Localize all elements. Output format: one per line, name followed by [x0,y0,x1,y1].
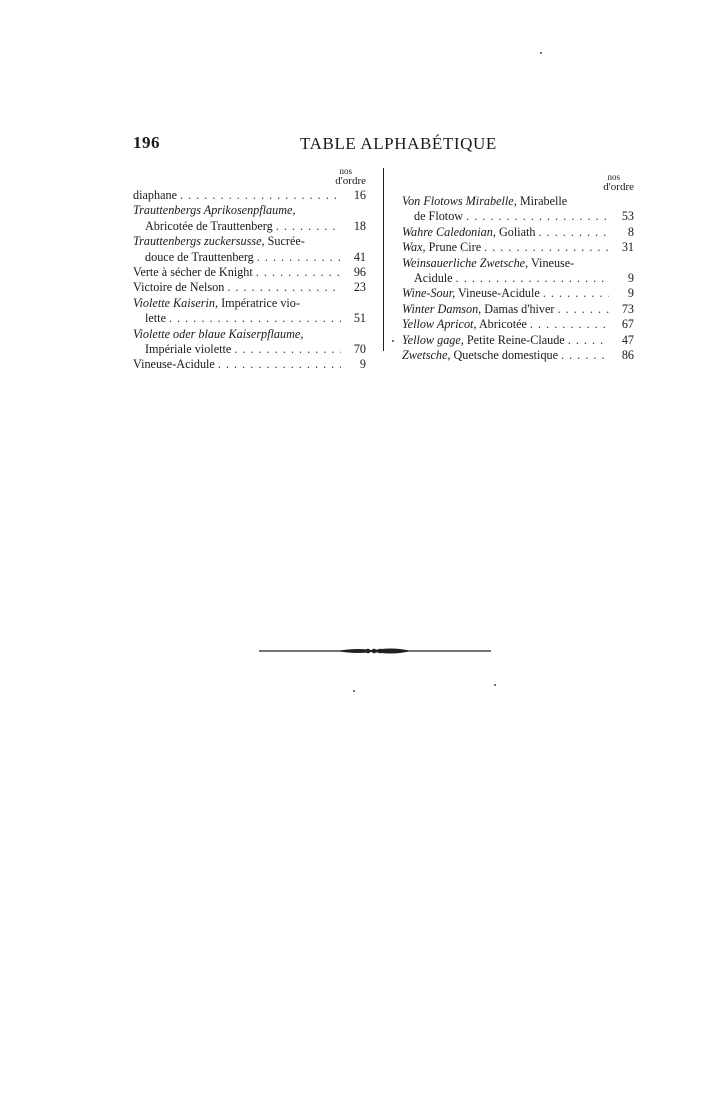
entry-name-foreign: Violette Kaiserin, [133,295,219,310]
index-entry-line [133,203,366,218]
index-entry-line [133,250,366,265]
order-number: 23 [353,280,366,295]
entry-name: lette [145,311,166,326]
entry-name: Vineuse-Acidule [133,357,215,372]
index-entry [402,333,634,348]
entry-name: diaphane [133,188,177,202]
leader-dots [568,333,609,348]
order-number: 9 [627,286,634,301]
entry-name: Acidule [414,271,453,286]
index-entry-line [402,348,634,363]
entry-text [402,286,540,301]
order-number: 96 [353,265,366,280]
index-entry [133,265,366,280]
index-entry-line [402,271,634,286]
order-number: 41 [353,249,366,264]
entry-text [133,327,303,342]
index-column-right [402,172,634,363]
index-entry [402,225,634,240]
end-ornament [259,645,491,659]
entry-name: Impératrice vio- [218,295,300,310]
entry-name: Vineuse-Acidule [455,286,540,301]
entry-name: Abricotée [476,317,527,332]
order-number-label: d'ordre [603,181,634,193]
entry-name: Goliath [495,224,536,239]
leader-dots [218,357,341,372]
entry-name-foreign: Trauttenbergs Aprikosenpflaume, [133,203,296,218]
entry-text [145,250,254,265]
entry-name: Abricotée de Trauttenberg [145,218,273,233]
entry-name: Petite Reine-Claude [463,332,565,347]
leader-dots [543,286,609,301]
entry-name-foreign: Wine-Sour, [402,286,456,301]
index-entry-line [402,209,634,224]
index-entry-line [402,194,634,209]
entry-text [402,194,567,209]
entry-text [402,302,555,317]
index-entry-line [402,302,634,317]
entry-text [414,271,453,286]
order-number-sup: nos [339,166,352,176]
leader-dots [169,311,341,326]
entry-name: Impériale violette [145,342,232,357]
entry-text [133,296,300,311]
entry-text [402,333,565,348]
entry-text [402,317,527,332]
leader-dots [456,271,609,286]
print-speck [353,690,355,692]
index-entry [133,296,366,327]
index-entry [133,357,366,372]
index-entry [402,256,634,287]
entry-text [145,342,231,357]
index-entry [402,240,634,255]
index-entry [402,302,634,317]
index-entry [133,327,366,358]
order-number: 9 [627,271,634,286]
leader-dots [227,280,341,295]
order-number-header [133,166,366,187]
index-entry-line [402,333,634,348]
entry-name-foreign: Winter Damson, [402,301,482,316]
index-entries-left [133,188,366,373]
entry-text [133,188,177,203]
leader-dots [256,265,341,280]
index-entry [402,348,634,363]
leader-dots [484,240,609,255]
index-entry-line [133,219,366,234]
index-entry-line [133,280,366,295]
entry-text [402,256,574,271]
index-entry-line [133,357,366,372]
column-divider [383,168,384,351]
leader-dots [561,348,609,363]
order-number: 53 [621,209,634,224]
order-number: 67 [621,317,634,332]
order-number: 31 [621,240,634,255]
entry-name: Quetsche domestique [450,348,559,363]
entry-name: Victoire de Nelson [133,280,225,295]
order-number: 8 [627,224,634,239]
entry-name: Prune Cire [425,240,482,255]
entry-name-foreign: Yellow gage, [402,332,464,347]
index-entry-line [402,225,634,240]
index-entry-line [402,256,634,271]
order-number-label: d'ordre [335,175,366,187]
order-number-sup: nos [607,172,620,182]
entry-name-foreign: Violette oder blaue Kaiserpflaume, [133,326,304,341]
entry-name-foreign: Weinsauerliche Zwetsche, [402,255,529,270]
entry-text [145,219,273,234]
index-entry [133,188,366,203]
entry-name-foreign: Wax, [402,240,426,255]
order-number: 47 [621,332,634,347]
entry-name-foreign: Yellow Apricot, [402,317,477,332]
index-entry-line [133,327,366,342]
entry-name: Verte à sécher de Knight [133,265,253,280]
entry-text [145,311,166,326]
order-number: 86 [621,348,634,363]
leader-dots [466,209,609,224]
leader-dots [180,188,341,203]
order-number: 70 [353,342,366,357]
entry-text [414,209,463,224]
leader-dots [539,225,610,240]
index-entry [133,234,366,265]
entry-name: de Flotow [414,209,464,224]
index-entry-line [133,342,366,357]
index-entry-line [133,296,366,311]
entry-text [402,225,536,240]
index-entry [133,203,366,234]
page-title: TABLE ALPHABÉTIQUE [300,134,497,153]
index-entry-line [402,317,634,332]
leader-dots [530,317,609,332]
leader-dots [276,219,341,234]
entry-name: Damas d'hiver [481,301,555,316]
print-speck [392,340,394,342]
leader-dots [558,302,610,317]
entry-text [133,203,296,218]
order-number: 73 [621,301,634,316]
index-entry-line [133,265,366,280]
index-entry-line [133,188,366,203]
page-number: 196 [133,133,160,152]
entry-text [133,357,215,372]
leader-dots [257,250,341,265]
index-entry-line [402,240,634,255]
order-number: 16 [353,188,366,202]
entry-text [133,265,253,280]
index-entry-line [402,286,634,301]
print-speck [494,684,496,686]
entry-name-foreign: Trauttenbergs zuckersusse, [133,234,265,249]
entry-name-foreign: Zwetsche, [402,348,451,363]
leader-dots [234,342,341,357]
order-number-header [402,172,634,193]
index-entry-line [133,234,366,249]
entry-name: douce de Trauttenberg [145,249,254,264]
entry-text [402,240,481,255]
index-entry [402,317,634,332]
order-number: 18 [353,218,366,233]
entry-text [133,234,305,249]
entry-name-foreign: Wahre Caledonian, [402,224,496,239]
index-entry-line [133,311,366,326]
order-number: 51 [353,311,366,326]
entry-text [402,348,558,363]
index-entry [402,194,634,225]
entry-name: Sucrée- [264,234,305,249]
index-entries-right [402,194,634,363]
index-entry [402,286,634,301]
entry-name: Mirabelle [516,194,568,208]
index-column-left [133,166,366,373]
entry-name: Vineuse- [528,255,575,270]
entry-name-foreign: Von Flotows Mirabelle, [402,194,517,208]
entry-text [133,280,224,295]
order-number: 9 [359,357,366,372]
print-speck [540,52,542,54]
index-entry [133,280,366,295]
